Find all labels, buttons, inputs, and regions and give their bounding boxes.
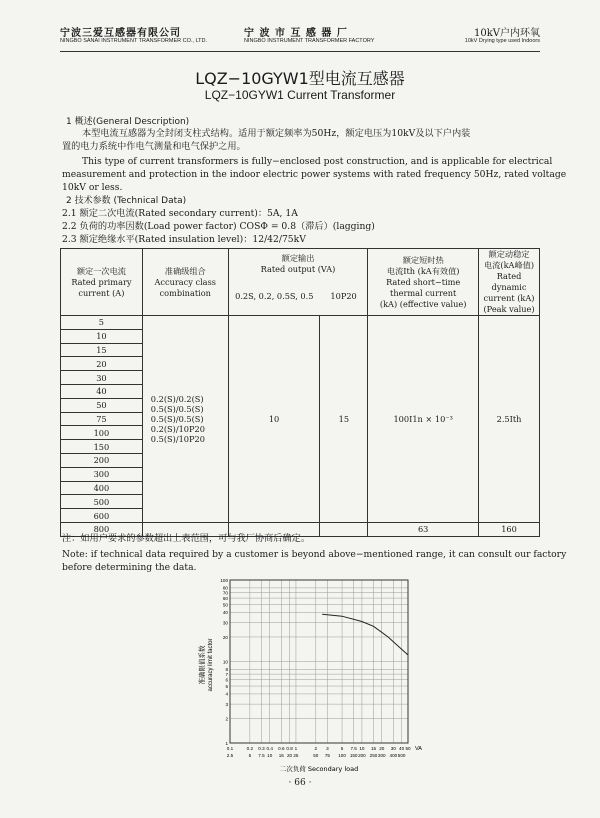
- x-tick-label-bottom: 2.5: [226, 753, 234, 758]
- header-primary-current: 额定一次电流 Rated primary current (A): [61, 249, 143, 316]
- x-tick-label-bottom: 400: [389, 753, 398, 758]
- title-cn: LQZ−10GYW1型电流互感器: [195, 69, 405, 88]
- output-protection-cell: 15: [320, 316, 368, 523]
- y-tick-label: 6: [225, 677, 228, 683]
- primary-current-cell: 30: [61, 371, 143, 385]
- x-tick-label-bottom: 150: [349, 753, 358, 758]
- y-tick-label: 3: [225, 701, 228, 707]
- note-en-line1: Note: if technical data required by a customer is beyond above−mentioned range, it can consult our factory: [62, 549, 567, 560]
- curve-line: [322, 614, 408, 655]
- section1-en-line3: 10kV or less.: [62, 182, 123, 193]
- primary-current-cell: 500: [61, 495, 143, 509]
- x-tick-label-top: 50: [405, 746, 411, 751]
- product-type-cn: 10kV户内环氧: [473, 28, 540, 39]
- primary-current-cell: 300: [61, 467, 143, 481]
- dynamic-current-cell: 2.5Ith: [479, 316, 540, 523]
- x-tick-label-top: 40: [399, 746, 405, 751]
- primary-current-cell: 40: [61, 384, 143, 398]
- x-tick-label-bottom: 7.5: [258, 753, 265, 758]
- primary-current-cell: 15: [61, 343, 143, 357]
- x-tick-label-bottom: 50: [313, 753, 319, 758]
- page-header: [60, 22, 540, 52]
- primary-current-cell: 600: [61, 509, 143, 523]
- x-tick-label-top: 0.4: [266, 746, 273, 751]
- company-name-en: NINGBO SANAI INSTRUMENT TRANSFORMER CO., LTD.: [60, 38, 207, 44]
- x-tick-label-top: 15: [370, 746, 377, 751]
- y-tick-label: 10: [222, 659, 228, 665]
- x-tick-label-top: 2: [314, 746, 318, 751]
- x-tick-label-bottom: 25: [293, 753, 299, 758]
- y-tick-label: 5: [225, 683, 228, 689]
- spec-item-power-factor: 2.2 负荷的功率因数(Load power factor) COSΦ = 0.8（滞后）(lagging): [62, 221, 375, 232]
- chart-grid: [230, 580, 408, 743]
- section2-heading: 2 技术参数 (Technical Data): [66, 196, 187, 206]
- y-tick-label: 20: [222, 634, 228, 640]
- primary-current-cell: 50: [61, 398, 143, 412]
- x-tick-label-top: 30: [390, 746, 396, 751]
- y-axis-label-en: accuracy limit factor: [208, 638, 214, 692]
- header-dynamic-current: 额定动稳定 电流(kA峰值) Rated dynamic current (kA) (Peak value): [479, 249, 540, 316]
- x-tick-label-top: 3: [326, 746, 329, 751]
- x-tick-label-bottom: 500: [397, 753, 406, 758]
- x-tick-label-top: 0.6: [278, 746, 285, 751]
- title-en: LQZ−10GYW1 Current Transformer: [204, 88, 396, 102]
- note-en-line2: before determining the data.: [62, 562, 197, 573]
- header-output-measuring: 0.2S, 0.2, 0.5S, 0.5: [228, 279, 320, 316]
- x-tick-label-bottom: 15: [278, 753, 284, 758]
- header-thermal-current: 额定短时热 电流Ith (kA有效值) Rated short−time thermal current (kA) (effective value): [368, 249, 479, 316]
- primary-current-cell: 75: [61, 412, 143, 426]
- primary-current-cell: 200: [61, 453, 143, 467]
- y-tick-label: 40: [222, 610, 228, 616]
- factory-name-cn: 宁 波 市 互 感 器 厂: [244, 28, 348, 39]
- y-tick-label: 1: [225, 740, 228, 746]
- x-tick-label-bottom: 100: [338, 753, 346, 758]
- y-tick-label: 8: [225, 667, 228, 673]
- x-tick-label-top: 0.3: [258, 746, 265, 751]
- accuracy-class-cell: 0.2(S)/0.2(S) 0.5(S)/0.5(S) 0.5(S)/0.5(S) 0.2(S)/10P20 0.5(S)/10P20: [142, 316, 228, 523]
- accuracy-limit-chart: [190, 575, 420, 775]
- primary-current-cell: 800: [61, 522, 143, 536]
- thermal-current-800-cell: 63: [368, 522, 479, 536]
- y-axis-label-cn: 准确限值系数: [198, 645, 206, 685]
- x-tick-label-top: 0.8: [286, 746, 293, 751]
- x-tick-labels: [227, 746, 411, 758]
- thermal-current-cell: 100I1n × 10⁻³: [368, 316, 479, 523]
- header-rated-output: 额定输出 Rated output (VA): [228, 249, 368, 279]
- primary-current-cell: 400: [61, 481, 143, 495]
- x-tick-label-top: 7.5: [350, 746, 357, 751]
- y-tick-label: 30: [222, 620, 228, 626]
- x-axis-label: 二次负荷 Secondary load: [279, 765, 359, 773]
- y-tick-label: 2: [225, 716, 228, 722]
- spec-item-insulation: 2.3 额定绝缘水平(Rated insulation level)：12/42/75kV: [62, 234, 306, 245]
- y-tick-label: 60: [222, 595, 228, 601]
- x-tick-label-top: 20: [379, 746, 385, 751]
- x-tick-label-bottom: 300: [377, 753, 386, 758]
- x-tick-label-top: 10: [359, 746, 365, 751]
- output-measuring-cell: 10: [228, 316, 320, 523]
- x-tick-label-top: 0.1: [226, 746, 234, 751]
- header-accuracy-class: 准确级组合 Accuracy class combination: [142, 249, 228, 316]
- section1-en-line1: This type of current transformers is fully−enclosed post construction, and is applicable for electrical: [82, 156, 553, 167]
- primary-current-cell: 20: [61, 357, 143, 371]
- technical-data-table: [60, 248, 540, 537]
- x-tick-label-bottom: 200: [358, 753, 366, 758]
- page-number: · 66 ·: [288, 778, 312, 788]
- section1-en-line2: measurement and protection in the indoor electric power systems with rated frequency 50Hz, rated voltage: [62, 169, 567, 180]
- x-tick-label-top: 1: [294, 746, 298, 751]
- section1-cn-line2: 置的电力系统中作电气测量和电气保护之用。: [62, 141, 246, 152]
- dynamic-current-800-cell: 160: [479, 522, 540, 536]
- x-tick-label-bottom: 10: [267, 753, 273, 758]
- section1-heading: 1 概述(General Description): [66, 117, 190, 127]
- primary-current-cell: 5: [61, 316, 143, 330]
- note-cn: 注：如用户要求的参数超出上表范围，可与我厂协商后确定。: [62, 533, 311, 544]
- x-tick-label-bottom: 20: [286, 753, 293, 758]
- product-type-en: 10kV Drying type used Indoors: [464, 38, 540, 44]
- primary-current-cell: 150: [61, 440, 143, 454]
- y-tick-label: 70: [222, 590, 228, 596]
- spec-item-secondary-current: 2.1 额定二次电流(Rated secondary current)：5A, 1A: [62, 208, 298, 219]
- x-tick-label-bottom: 75: [324, 753, 330, 758]
- x-tick-label-bottom: 250: [369, 753, 378, 758]
- x-axis-unit: VA: [415, 746, 422, 752]
- primary-current-cell: 10: [61, 329, 143, 343]
- accuracy-curve: [322, 614, 408, 655]
- y-tick-label: 50: [222, 602, 228, 608]
- factory-name-en: NINGBO INSTRUMENT TRANSFORMER FACTORY: [244, 38, 375, 44]
- x-tick-label-top: 0.2: [246, 746, 254, 751]
- y-tick-label: 4: [225, 691, 228, 697]
- company-name-cn: 宁波三爱互感器有限公司: [60, 28, 181, 39]
- primary-current-cell: 100: [61, 426, 143, 440]
- y-tick-label: 80: [222, 585, 228, 591]
- y-tick-labels: [220, 578, 228, 746]
- x-tick-label-bottom: 5: [248, 753, 252, 758]
- x-tick-label-top: 5: [340, 746, 344, 751]
- section1-cn-line1: 本型电流互感器为全封闭支柱式结构。适用于额定频率为50Hz，额定电压为10kV及以下户内装: [82, 128, 471, 139]
- output-protection-800-cell: [320, 522, 368, 536]
- y-tick-label: 100: [220, 577, 228, 583]
- header-divider: [60, 51, 540, 52]
- header-output-protection: 10P20: [320, 279, 368, 316]
- y-tick-label: 7: [225, 671, 228, 677]
